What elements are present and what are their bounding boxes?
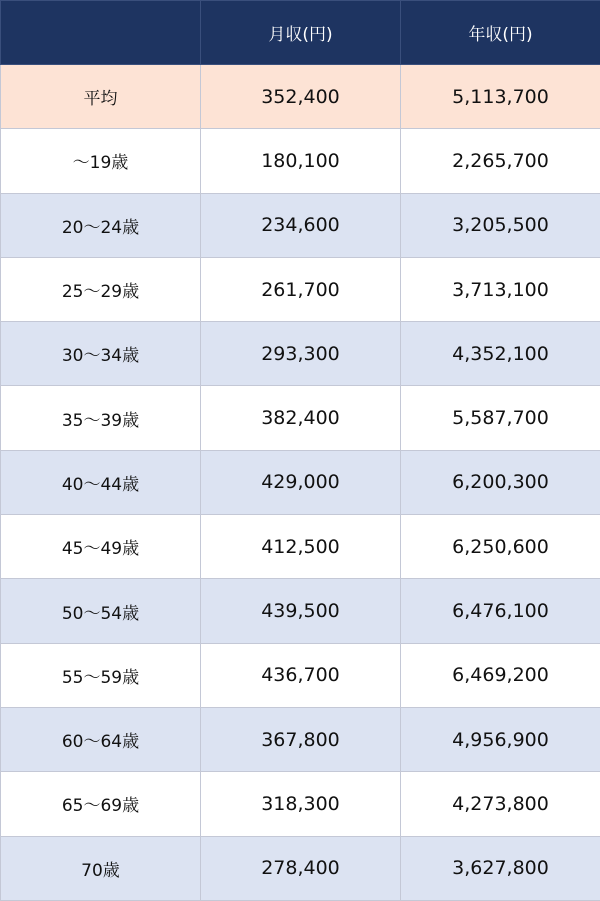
monthly-income-cell: 382,400 <box>201 386 401 450</box>
monthly-income-cell: 261,700 <box>201 257 401 321</box>
annual-income-cell: 2,265,700 <box>401 129 600 193</box>
annual-income-cell: 5,113,700 <box>401 65 600 129</box>
annual-income-cell: 5,587,700 <box>401 386 600 450</box>
table-body <box>1 65 600 901</box>
table-row <box>1 707 600 771</box>
monthly-income-cell: 234,600 <box>201 193 401 257</box>
monthly-income-cell: 367,800 <box>201 707 401 771</box>
row-label-cell: 25～29歳 <box>1 257 201 321</box>
header-annual: 年収(円) <box>401 1 600 65</box>
monthly-income-cell: 278,400 <box>201 836 401 900</box>
row-label-cell: 65～69歳 <box>1 772 201 836</box>
monthly-income-cell: 412,500 <box>201 515 401 579</box>
row-label-cell: 平均 <box>1 65 201 129</box>
table-row <box>1 386 600 450</box>
header-row <box>1 1 600 65</box>
monthly-income-cell: 180,100 <box>201 129 401 193</box>
monthly-income-cell: 436,700 <box>201 643 401 707</box>
table-row <box>1 450 600 514</box>
annual-income-cell: 3,627,800 <box>401 836 600 900</box>
table-row <box>1 257 600 321</box>
row-label-cell: 30～34歳 <box>1 322 201 386</box>
monthly-income-cell: 352,400 <box>201 65 401 129</box>
annual-income-cell: 6,200,300 <box>401 450 600 514</box>
row-label-cell: 45～49歳 <box>1 515 201 579</box>
monthly-income-cell: 439,500 <box>201 579 401 643</box>
average-row <box>1 65 600 129</box>
header-corner-cell <box>1 1 201 65</box>
row-label-cell: 20～24歳 <box>1 193 201 257</box>
row-label-cell: 55～59歳 <box>1 643 201 707</box>
table-row <box>1 579 600 643</box>
annual-income-cell: 3,713,100 <box>401 257 600 321</box>
table-header <box>1 1 600 65</box>
table-row <box>1 515 600 579</box>
row-label-cell: 35～39歳 <box>1 386 201 450</box>
annual-income-cell: 4,273,800 <box>401 772 600 836</box>
annual-income-cell: 6,250,600 <box>401 515 600 579</box>
row-label-cell: 40～44歳 <box>1 450 201 514</box>
table-row <box>1 193 600 257</box>
annual-income-cell: 6,476,100 <box>401 579 600 643</box>
table-row <box>1 836 600 900</box>
header-monthly: 月収(円) <box>201 1 401 65</box>
monthly-income-cell: 429,000 <box>201 450 401 514</box>
row-label-cell: ～19歳 <box>1 129 201 193</box>
table-row <box>1 129 600 193</box>
annual-income-cell: 3,205,500 <box>401 193 600 257</box>
monthly-income-cell: 318,300 <box>201 772 401 836</box>
table-row <box>1 772 600 836</box>
monthly-income-cell: 293,300 <box>201 322 401 386</box>
annual-income-cell: 4,956,900 <box>401 707 600 771</box>
annual-income-cell: 4,352,100 <box>401 322 600 386</box>
row-label-cell: 50～54歳 <box>1 579 201 643</box>
annual-income-cell: 6,469,200 <box>401 643 600 707</box>
row-label-cell: 60～64歳 <box>1 707 201 771</box>
table-row <box>1 322 600 386</box>
table-row <box>1 643 600 707</box>
row-label-cell: 70歳 <box>1 836 201 900</box>
